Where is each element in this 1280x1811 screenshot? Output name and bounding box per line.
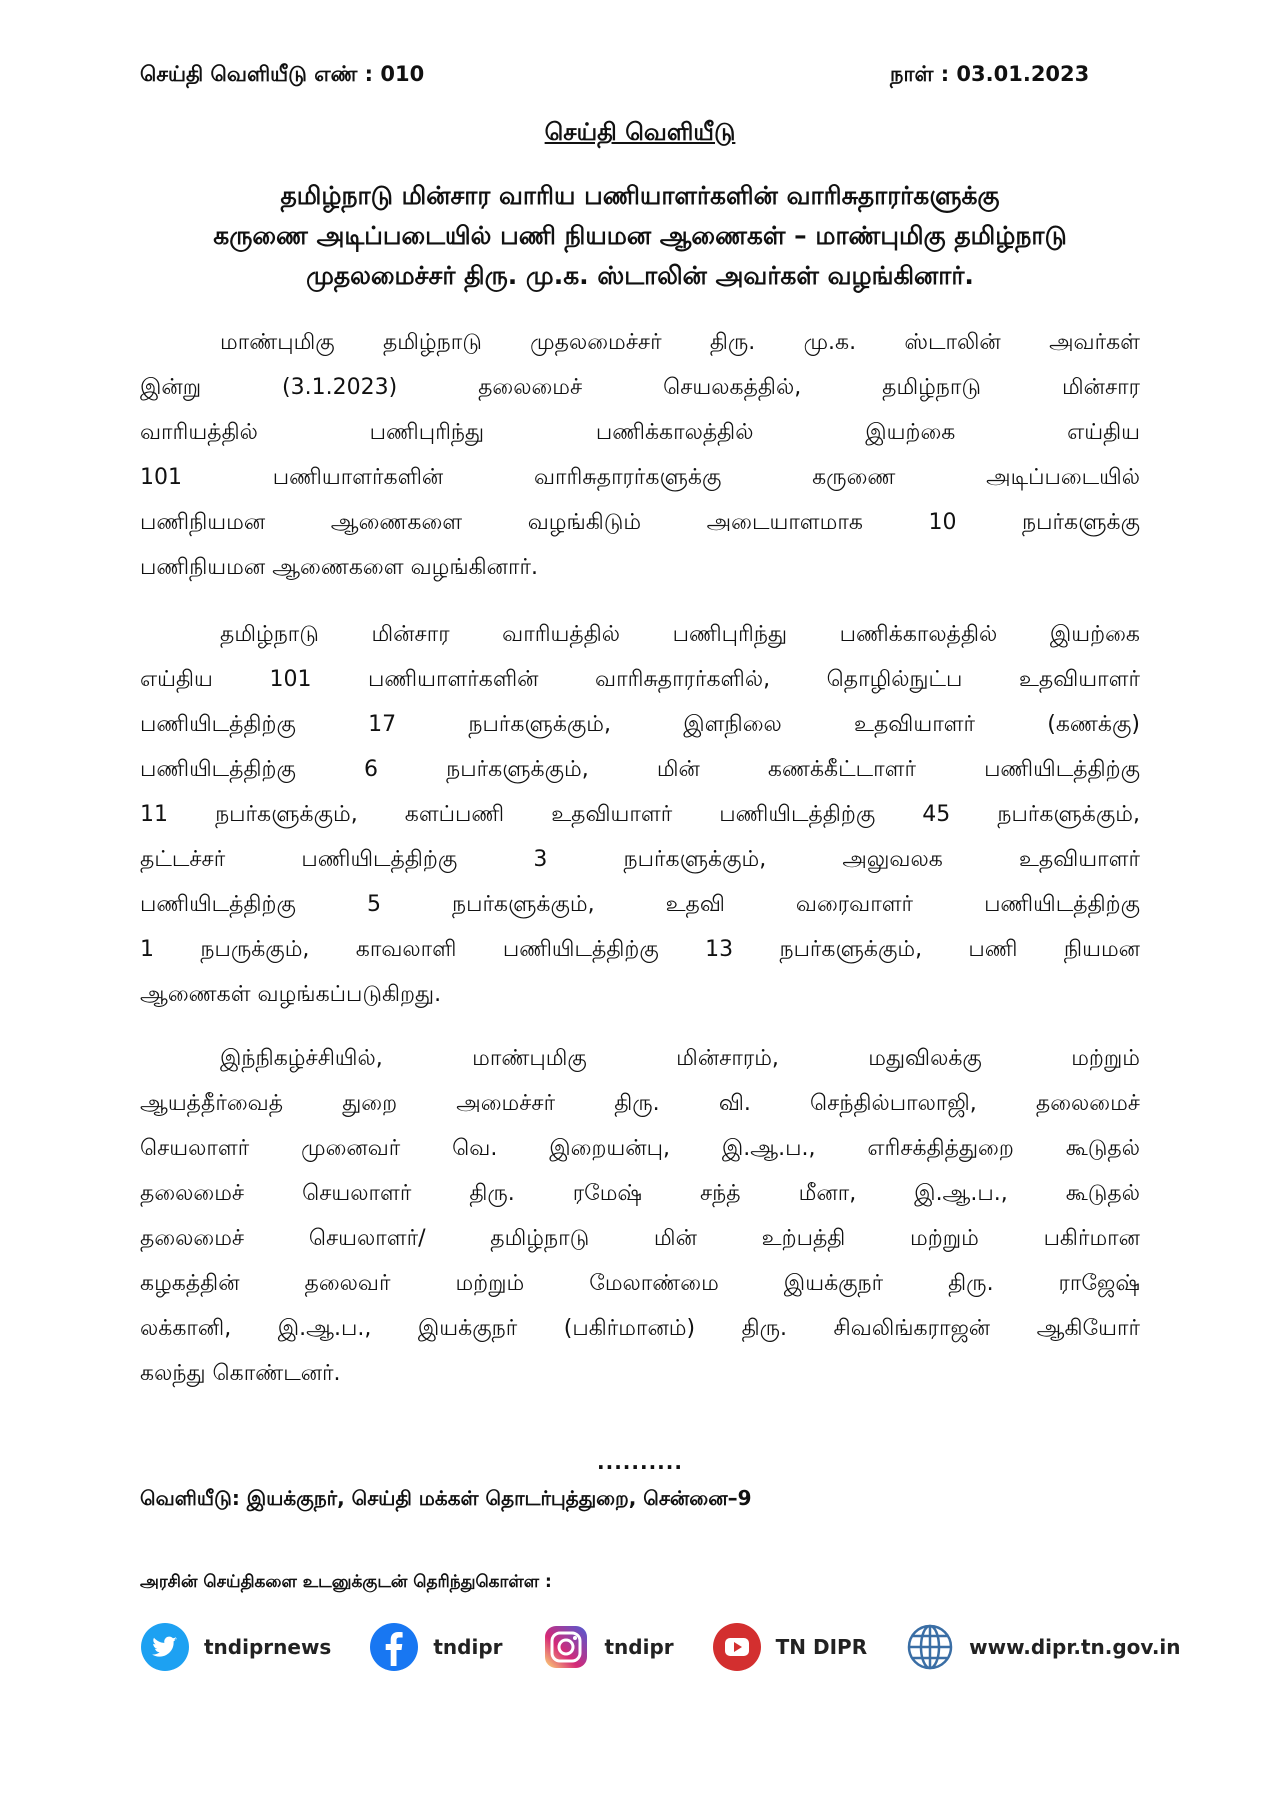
paragraph-line: ஆணைகள் வழங்கப்படுகிறது. [140,982,442,1007]
paragraph-line: பணிநியமன ஆணைகளை வழங்கிடும் அடையாளமாக 10 நபர்களுக்கு [140,510,1140,535]
headline [140,176,1140,296]
paragraph-line: பணியிடத்திற்கு 17 நபர்களுக்கும், இளநிலை உதவியாளர் (கணக்கு) [140,712,1140,737]
paragraph-line: பணியிடத்திற்கு 6 நபர்களுக்கும், மின் கணக்கீட்டாளர் பணியிடத்திற்கு [140,757,1140,782]
paragraph-line: எய்திய 101 பணியாளர்களின் வாரிசுதாரர்களில், தொழில்நுட்ப உதவியாளர் [140,667,1140,692]
headline-line: தமிழ்நாடு மின்சார வாரிய பணியாளர்களின் வாரிசுதாரர்களுக்கு [280,181,1000,210]
paragraph-line: செயலாளர் முனைவர் வெ. இறையன்பு, இ.ஆ.ப., எரிசக்தித்துறை கூடுதல் [140,1136,1140,1161]
paragraph-3 [140,1036,1140,1396]
follow-text: அரசின் செய்திகளை உடனுக்குடன் தெரிந்துகொள்ள : [140,1572,552,1592]
social-label: tndipr [433,1635,503,1659]
paragraph-line: தலைமைச் செயலாளர்/ தமிழ்நாடு மின் உற்பத்தி மற்றும் பகிர்மான [140,1226,1140,1251]
social-twitter[interactable] [140,1622,331,1672]
paragraph-line: கலந்து கொண்டனர். [140,1361,341,1386]
social-label: tndipr [604,1635,674,1659]
paragraph-2 [140,612,1140,1017]
social-instagram[interactable] [541,1622,674,1672]
headline-line: கருணை அடிப்படையில் பணி நியமன ஆணைகள் – மாண்புமிகு தமிழ்நாடு [213,221,1067,250]
release-number: செய்தி வெளியீடு எண் : 010 [140,62,425,86]
paragraph-line: தலைமைச் செயலாளர் திரு. ரமேஷ் சந்த் மீனா, இ.ஆ.ப., கூடுதல் [140,1181,1140,1206]
headline-line: முதலமைச்சர் திரு. மு.க. ஸ்டாலின் அவர்கள் வழங்கினார். [306,261,974,290]
social-facebook[interactable] [369,1622,502,1672]
social-links [140,1622,1219,1672]
paragraph-line: இன்று (3.1.2023) தலைமைச் செயலகத்தில், தமிழ்நாடு மின்சார [140,375,1140,400]
social-youtube[interactable] [712,1622,867,1672]
paragraph-line: 11 நபர்களுக்கும், களப்பணி உதவியாளர் பணியிடத்திற்கு 45 நபர்களுக்கும், [140,802,1140,827]
instagram-icon [541,1622,591,1672]
paragraph-line: கழகத்தின் தலைவர் மற்றும் மேலாண்மை இயக்குநர் திரு. ராஜேஷ் [140,1271,1140,1296]
facebook-icon [369,1622,419,1672]
paragraph-line: 1 நபருக்கும், காவலாளி பணியிடத்திற்கு 13 நபர்களுக்கும், பணி நியமன [140,937,1140,962]
paragraph-line: பணியிடத்திற்கு 5 நபர்களுக்கும், உதவி வரைவாளர் பணியிடத்திற்கு [140,892,1140,917]
social-label: TN DIPR [775,1635,868,1659]
document-title: செய்தி வெளியீடு [544,118,736,146]
globe-icon [905,1622,955,1672]
paragraph-line: தமிழ்நாடு மின்சார வாரியத்தில் பணிபுரிந்து பணிக்காலத்தில் இயற்கை [220,622,1140,647]
paragraph-1 [140,320,1140,590]
social-label: tndiprnews [204,1635,332,1659]
paragraph-line: ஆயத்தீர்வைத் துறை அமைச்சர் திரு. வி. செந்தில்பாலாஜி, தலைமைச் [140,1091,1140,1116]
social-website[interactable] [905,1622,1180,1672]
social-label: www.dipr.tn.gov.in [969,1635,1181,1659]
paragraph-line: வாரியத்தில் பணிபுரிந்து பணிக்காலத்தில் இயற்கை எய்திய [140,420,1140,445]
youtube-icon [712,1622,762,1672]
release-date: நாள் : 03.01.2023 [890,62,1090,86]
twitter-icon [140,1622,190,1672]
paragraph-line: 101 பணியாளர்களின் வாரிசுதாரர்களுக்கு கருணை அடிப்படையில் [140,465,1140,490]
paragraph-line: லக்கானி, இ.ஆ.ப., இயக்குநர் (பகிர்மானம்) திரு. சிவலிங்கராஜன் ஆகியோர் [140,1316,1140,1341]
paragraph-line: பணிநியமன ஆணைகளை வழங்கினார். [140,555,538,580]
paragraph-line: இந்நிகழ்ச்சியில், மாண்புமிகு மின்சாரம், மதுவிலக்கு மற்றும் [220,1046,1140,1071]
paragraph-line: தட்டச்சர் பணியிடத்திற்கு 3 நபர்களுக்கும், அலுவலக உதவியாளர் [140,847,1140,872]
paragraph-line: மாண்புமிகு தமிழ்நாடு முதலமைச்சர் திரு. மு.க. ஸ்டாலின் அவர்கள் [220,330,1140,355]
separator: .......... [597,1450,683,1474]
issuer-footer: வெளியீடு: இயக்குநர், செய்தி மக்கள் தொடர்புத்துறை, சென்னை–9 [140,1486,752,1510]
